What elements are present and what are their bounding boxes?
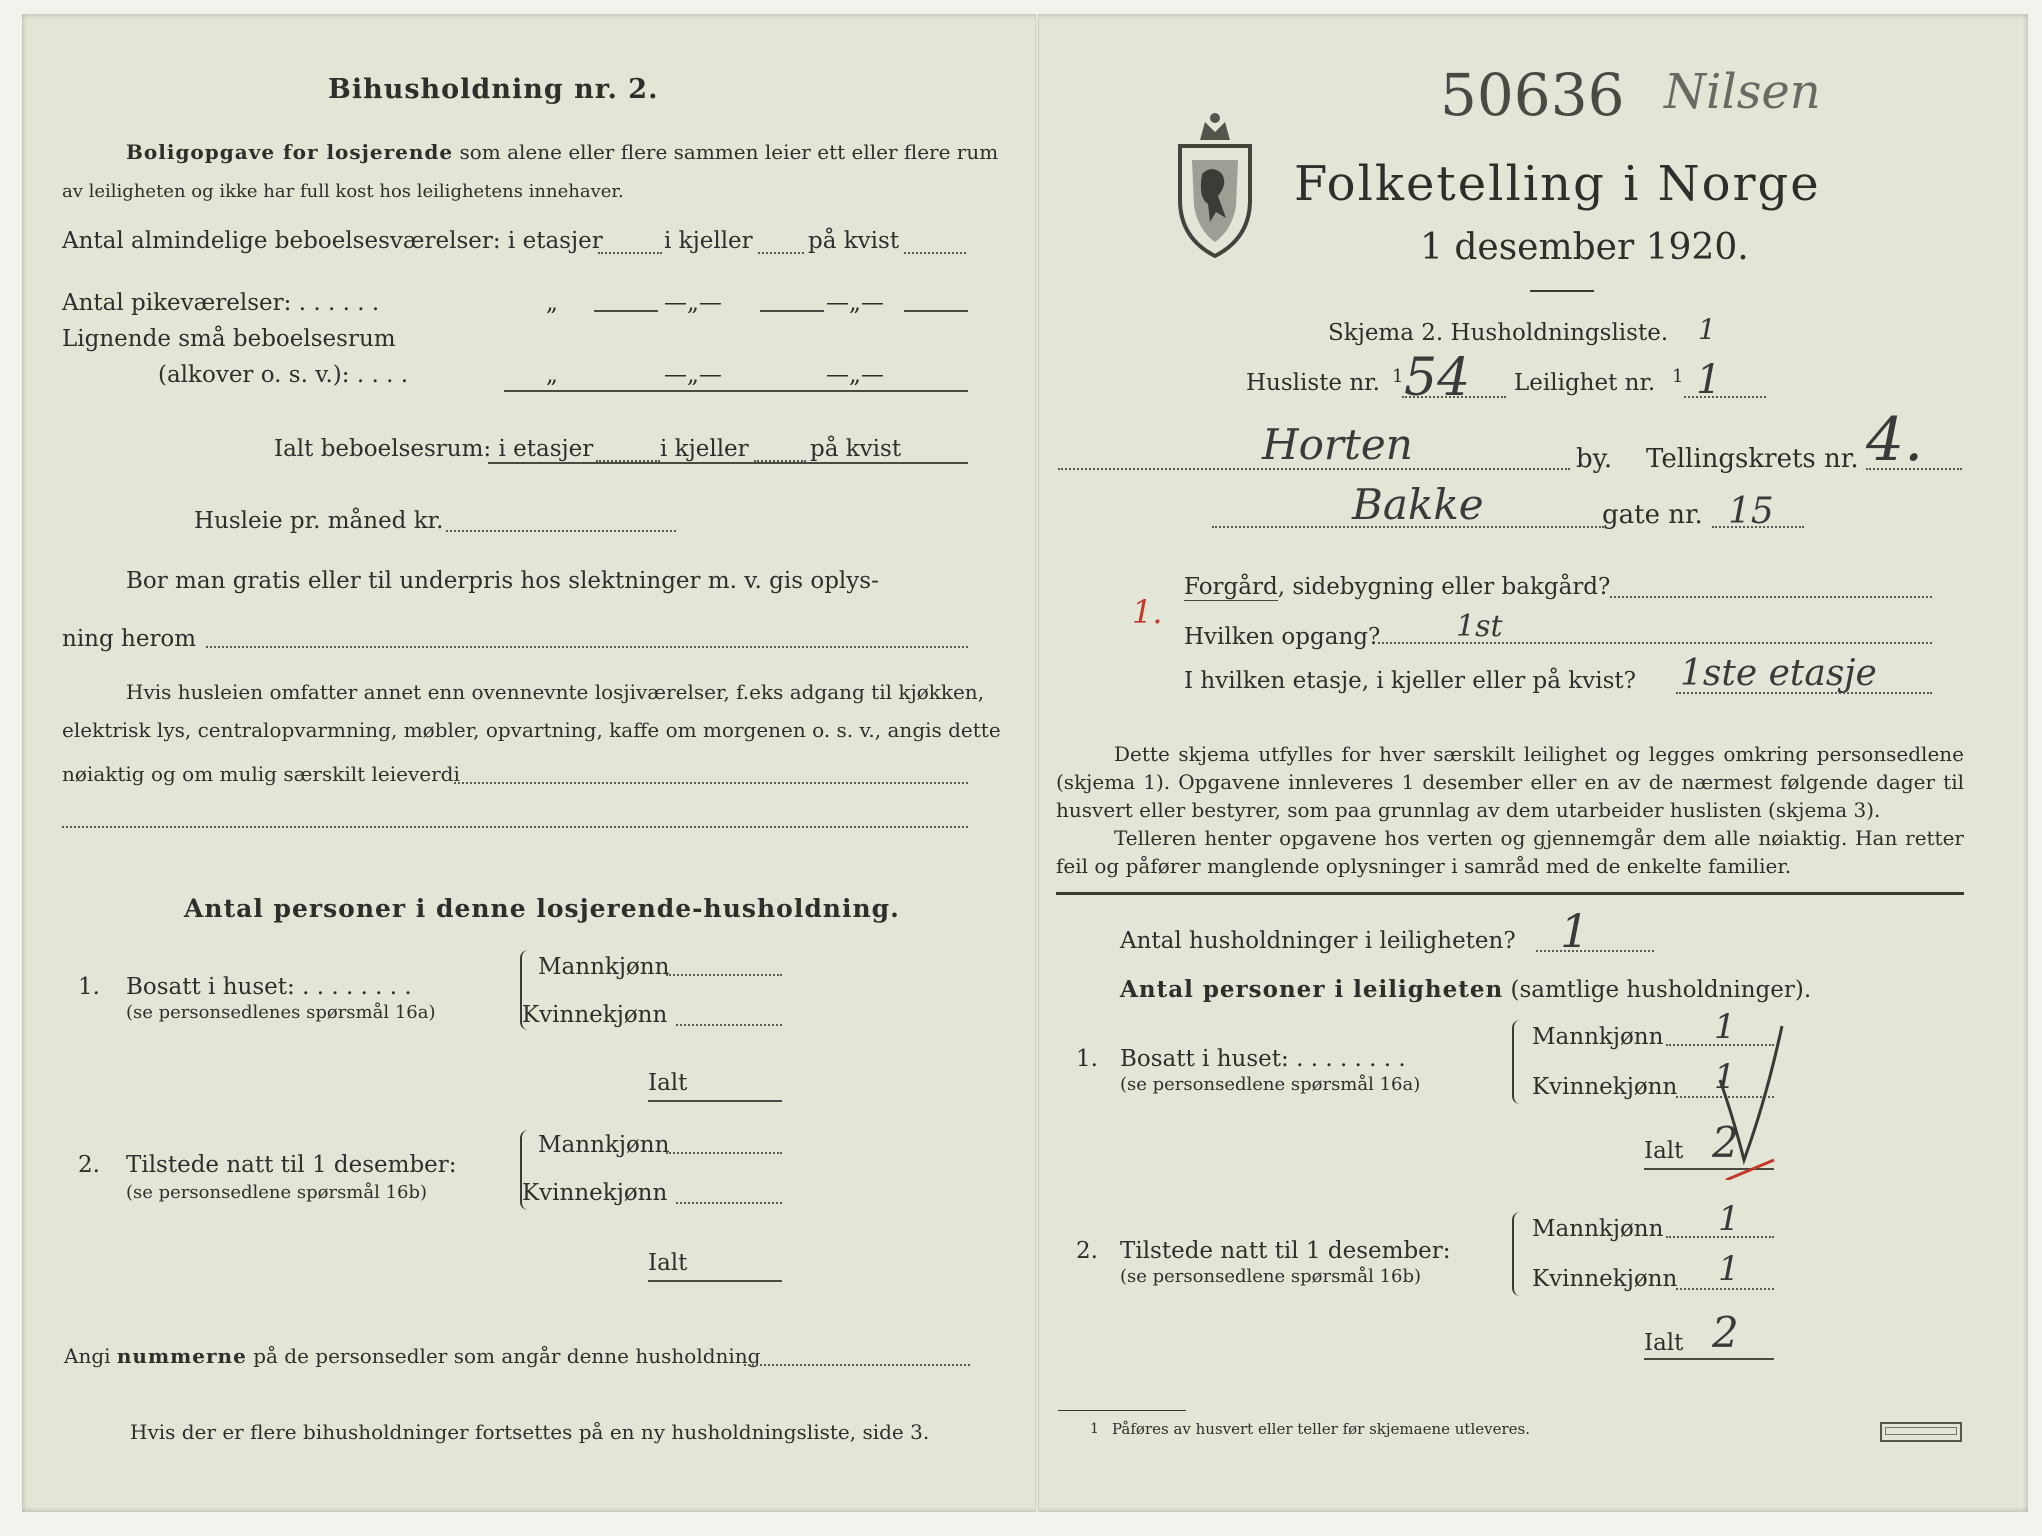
yard-mark: 1. xyxy=(1132,593,1163,631)
rooms-floors-field xyxy=(598,252,662,254)
l-q1-male-field xyxy=(666,974,782,976)
persons-heading-line xyxy=(1120,978,1811,1002)
schema-footnote: 1 xyxy=(1698,313,1716,346)
households-field xyxy=(1536,950,1654,952)
apartment-field xyxy=(1684,396,1766,398)
small-rooms-label-2: (alkover o. s. v.): . . . . xyxy=(158,362,409,388)
city-label: by. xyxy=(1576,444,1613,474)
left-title: Bihusholdning nr. 2. xyxy=(328,74,659,105)
small-rooms-ditto: „ xyxy=(546,362,558,388)
info-rule xyxy=(1056,892,1964,895)
r-q2-female: Kvinnekjønn xyxy=(1532,1266,1678,1292)
rooms-attic-field xyxy=(904,252,966,254)
apartment-fn: 1 xyxy=(1672,366,1684,387)
free-line-1: Bor man gratis eller til underpris hos slektninger m. v. gis oplys- xyxy=(126,568,879,594)
rooms-label: Antal almindelige beboelsesværelser: i etasjer xyxy=(62,228,603,254)
l-q2-note: (se personsedlene spørsmål 16b) xyxy=(126,1182,428,1203)
intro-rest: som alene eller flere sammen leier ett eller flere rum xyxy=(459,140,999,164)
small-attic-ditto: —„— xyxy=(826,362,884,388)
r-q1-total-value: 2 xyxy=(1712,1118,1739,1167)
numbers-field xyxy=(744,1364,970,1366)
street-number-field xyxy=(1712,526,1804,528)
maid-attic-field xyxy=(904,310,968,312)
r-q2-total-field xyxy=(1644,1358,1774,1360)
small-cellar-ditto: —„— xyxy=(664,362,722,388)
house-list-field xyxy=(1402,396,1506,398)
street-value: Bakke xyxy=(1352,480,1484,529)
yard-field xyxy=(1610,596,1932,598)
rent-incl-2: elektrisk lys, centralopvarmning, møbler, opvartning, kaffe om morgenen o. s. v., angis dette xyxy=(62,718,1001,742)
maid-rooms-label: Antal pikeværelser: . . . . . . xyxy=(62,290,380,316)
rent-label: Husleie pr. måned kr. xyxy=(194,508,444,534)
l-q2-label: Tilstede natt til 1 desember: xyxy=(126,1152,457,1178)
footnote-rule xyxy=(1058,1410,1186,1411)
house-list-value: 54 xyxy=(1404,348,1471,408)
r-q2-label: Tilstede natt til 1 desember: xyxy=(1120,1238,1451,1264)
l-q1-note: (se personsedlenes spørsmål 16a) xyxy=(126,1002,436,1023)
l-q2-total-field xyxy=(648,1280,782,1282)
intro-line-1 xyxy=(126,142,998,162)
maid-ditto: „ xyxy=(546,290,558,316)
yard-label: Forgård, sidebygning eller bakgård? xyxy=(1184,574,1611,600)
footnote-text: Påføres av husvert eller teller før skjemaene utleveres. xyxy=(1112,1420,1530,1438)
persons-bold: Antal personer i leiligheten xyxy=(1120,976,1504,1003)
r-q2-total-value: 2 xyxy=(1712,1308,1739,1357)
apartment-value: 1 xyxy=(1696,357,1722,403)
maid-floors-field xyxy=(594,310,658,312)
floor-value: 1ste etasje xyxy=(1680,653,1877,694)
free-line-2: ning herom xyxy=(62,626,197,652)
apartment-label: Leilighet nr. xyxy=(1514,370,1656,396)
r-q2-male: Mannkjønn xyxy=(1532,1216,1664,1242)
r-q1-female-value: 1 xyxy=(1714,1057,1736,1097)
numbers-line xyxy=(64,1346,760,1366)
r-q1-female: Kvinnekjønn xyxy=(1532,1074,1678,1100)
numbers-rest: på de personsedler som angår denne husholdning xyxy=(253,1344,761,1368)
city-field xyxy=(1058,468,1570,470)
r-q2-male-value: 1 xyxy=(1718,1199,1740,1239)
r-q2-brace xyxy=(1512,1212,1524,1296)
l-q1-label: Bosatt i huset: . . . . . . . . xyxy=(126,974,412,1000)
entrance-label: Hvilken opgang? xyxy=(1184,624,1381,650)
r-q1-male: Mannkjønn xyxy=(1532,1024,1664,1050)
l-q2-num: 2. xyxy=(78,1152,100,1178)
house-list-fn: 1 xyxy=(1392,366,1404,387)
households-label: Antal husholdninger i leiligheten? xyxy=(1120,928,1516,954)
schema-label: Skjema 2. Husholdningsliste. xyxy=(1328,320,1669,346)
street-number: 15 xyxy=(1728,491,1774,532)
r-q2-total: Ialt xyxy=(1644,1330,1684,1356)
r-q1-total: Ialt xyxy=(1644,1138,1684,1164)
r-q2-num: 2. xyxy=(1076,1238,1098,1264)
maid-attic-ditto: —„— xyxy=(826,290,884,316)
archive-name: Nilsen xyxy=(1664,64,1821,120)
rent-field xyxy=(446,530,676,532)
r-q1-male-value: 1 xyxy=(1714,1007,1736,1047)
city-value: Horten xyxy=(1262,420,1413,469)
floor-label: I hvilken etasje, i kjeller eller på kvist? xyxy=(1184,668,1636,694)
intro-bold: Boligopgave for losjerende xyxy=(126,140,454,164)
district-field xyxy=(1866,468,1962,470)
rent-incl-3: nøiaktig og om mulig særskilt leieverdi xyxy=(62,762,460,786)
l-q2-female-field xyxy=(676,1202,782,1204)
rent-incl-field xyxy=(454,782,968,784)
form-date: 1 desember 1920. xyxy=(1420,227,1749,268)
floor-field xyxy=(1676,692,1932,694)
district-value: 4. xyxy=(1866,405,1924,475)
numbers-bold: nummerne xyxy=(116,1344,247,1368)
l-q2-male-field xyxy=(666,1152,782,1154)
total-rooms-underline xyxy=(488,462,968,464)
r-q2-note: (se personsedlene spørsmål 16b) xyxy=(1120,1266,1422,1287)
maid-cellar-field xyxy=(760,310,824,312)
rent-incl-1: Hvis husleien omfatter annet enn ovennevnte losjiværelser, f.eks adgang til kjøkken, xyxy=(126,680,985,704)
l-q1-male: Mannkjønn xyxy=(538,954,670,980)
r-q1-label: Bosatt i huset: . . . . . . . . xyxy=(1120,1046,1406,1072)
total-cellar-label: i kjeller xyxy=(660,436,749,462)
l-q2-female: Kvinnekjønn xyxy=(522,1180,668,1206)
rooms-cellar-field xyxy=(758,252,804,254)
intro-line-2: av leiligheten og ikke har full kost hos leilighetens innehaver. xyxy=(62,181,624,202)
yard-underline xyxy=(1184,600,1278,601)
r-q2-female-field xyxy=(1676,1288,1774,1290)
street-field xyxy=(1212,526,1604,528)
total-rooms-label: Ialt beboelsesrum: i etasjer xyxy=(274,436,594,462)
title-rule xyxy=(1530,290,1594,292)
rooms-attic-label: på kvist xyxy=(808,228,900,254)
small-rooms-label-1: Lignende små beboelsesrum xyxy=(62,326,396,352)
l-q1-num: 1. xyxy=(78,974,100,1000)
rent-incl-field-2 xyxy=(62,826,968,828)
l-q1-total-field xyxy=(648,1100,782,1102)
coat-of-arms-icon xyxy=(1170,110,1260,260)
persons-heading: Antal personer i denne losjerende-husholdning. xyxy=(184,894,900,923)
entrance-field xyxy=(1378,642,1932,644)
printer-mark xyxy=(1880,1422,1962,1442)
l-q1-total: Ialt xyxy=(648,1070,688,1096)
r-q1-brace xyxy=(1512,1020,1524,1104)
l-q2-total: Ialt xyxy=(648,1250,688,1276)
street-label: gate nr. xyxy=(1602,500,1703,530)
form-title: Folketelling i Norge xyxy=(1294,156,1821,212)
l-q1-female-field xyxy=(676,1024,782,1026)
total-attic-label: på kvist xyxy=(810,436,902,462)
small-rooms-field xyxy=(504,390,968,392)
r-q2-female-value: 1 xyxy=(1718,1249,1740,1289)
page-fold xyxy=(1035,14,1039,1512)
r-q1-num: 1. xyxy=(1076,1046,1098,1072)
footnote-num: 1 xyxy=(1090,1421,1099,1437)
rooms-cellar-label: i kjeller xyxy=(664,228,753,254)
district-label: Tellingskrets nr. xyxy=(1646,444,1859,474)
numbers-pre: Angi xyxy=(64,1344,111,1368)
left-footer: Hvis der er flere bihusholdninger fortsettes på en ny husholdningsliste, side 3. xyxy=(130,1420,930,1444)
r-q2-male-field xyxy=(1666,1236,1774,1238)
check-mark-icon xyxy=(1716,1020,1796,1180)
info-paragraph-2: Telleren henter opgavene hos verten og gjennemgår dem alle nøiaktig. Han retter feil og påfører manglende oplysninger i samråd med de enkelte familier. xyxy=(1056,826,1964,878)
house-list-label: Husliste nr. xyxy=(1246,370,1380,396)
info-paragraph-1: Dette skjema utfylles for hver særskilt leilighet og legges omkring personsedlene (skjema 1). Opgavene innleveres 1 desember eller en av de nærmest følgende dager til husvert eller bestyrer, som paa grunnlag av dem utarbeider huslisten (skjema 3). xyxy=(1056,742,1964,822)
households-value: 1 xyxy=(1560,904,1590,958)
free-field xyxy=(206,646,968,648)
l-q1-female: Kvinnekjønn xyxy=(522,1002,668,1028)
r-q1-note: (se personsedlene spørsmål 16a) xyxy=(1120,1074,1421,1095)
entrance-value: 1st xyxy=(1456,609,1503,644)
archive-number: 50636 xyxy=(1440,61,1625,129)
maid-cellar-ditto: —„— xyxy=(664,290,722,316)
l-q2-male: Mannkjønn xyxy=(538,1132,670,1158)
persons-rest: (samtlige husholdninger). xyxy=(1510,977,1812,1003)
